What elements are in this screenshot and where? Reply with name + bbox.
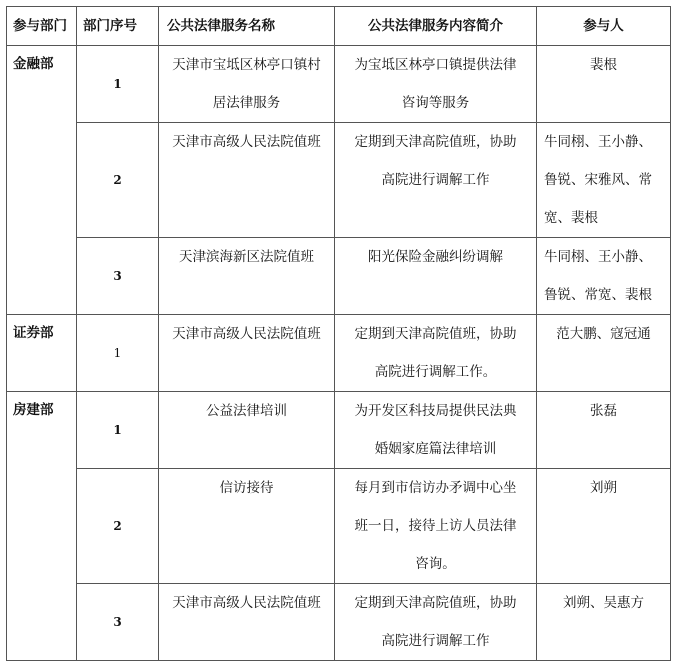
service-desc-cell-line: 高院进行调解工作: [381, 633, 490, 649]
participants-cell: [537, 123, 671, 238]
seq-cell: 2: [77, 469, 159, 584]
service-name-cell-line: 居法律服务: [212, 95, 281, 111]
participants-cell-line: 宽、裴根: [544, 210, 598, 226]
service-desc-cell-line: 班一日，接待上访人员法律: [354, 518, 517, 534]
service-desc-cell-line: 定期到天津高院值班，协助: [354, 326, 517, 342]
header-participants: 参与人: [537, 7, 671, 46]
participants-cell: [537, 238, 671, 315]
service-name-cell: [159, 469, 335, 584]
service-desc-cell: [335, 123, 537, 238]
participants-cell-line: 刘朔: [590, 480, 617, 496]
participants-cell-line: 牛同栩、王小静、: [544, 134, 652, 150]
legal-services-table: [6, 6, 671, 661]
table-body: [7, 46, 671, 661]
table-row: [7, 315, 671, 392]
service-name-cell: [159, 123, 335, 238]
service-name-cell: [159, 392, 335, 469]
participants-cell: [537, 392, 671, 469]
service-name-cell-line: 天津市宝坻区林亭口镇村: [172, 57, 321, 73]
service-desc-cell-line: 婚姻家庭篇法律培训: [374, 441, 497, 457]
header-dept: 参与部门: [7, 7, 77, 46]
service-desc-cell-line: 为宝坻区林亭口镇提供法律: [354, 57, 517, 73]
table-row: [7, 584, 671, 661]
service-desc-cell: [335, 315, 537, 392]
service-desc-cell: [335, 392, 537, 469]
service-desc-cell: [335, 238, 537, 315]
department-cell: 房建部: [7, 392, 77, 661]
service-desc-cell-line: 定期到天津高院值班，协助: [354, 134, 517, 150]
participants-cell-line: 刘朔、吴惠方: [563, 595, 644, 611]
participants-cell-line: 鲁锐、常宽、裴根: [544, 287, 652, 303]
table-row: [7, 469, 671, 584]
table-row: [7, 123, 671, 238]
service-desc-cell: [335, 469, 537, 584]
participants-cell-line: 张磊: [590, 403, 617, 419]
seq-cell: 1: [77, 392, 159, 469]
table-row: [7, 238, 671, 315]
header-service-desc: 公共法律服务内容简介: [335, 7, 537, 46]
service-name-cell-line: 天津滨海新区法院值班: [179, 249, 314, 265]
department-cell: 金融部: [7, 46, 77, 315]
service-desc-cell-line: 为开发区科技局提供民法典: [354, 403, 517, 419]
service-desc-cell-line: 定期到天津高院值班，协助: [354, 595, 517, 611]
participants-cell: [537, 584, 671, 661]
service-desc-cell-line: 阳光保险金融纠纷调解: [368, 249, 503, 265]
service-desc-cell: [335, 46, 537, 123]
service-name-cell-line: 公益法律培训: [206, 403, 287, 419]
table-row: [7, 46, 671, 123]
department-cell: 证券部: [7, 315, 77, 392]
service-name-cell-line: 天津市高级人民法院值班: [172, 326, 321, 342]
header-seq: 部门序号: [77, 7, 159, 46]
service-name-cell-line: 信访接待: [219, 480, 274, 496]
header-row: [7, 7, 671, 46]
participants-cell-line: 范大鹏、寇冠通: [556, 326, 651, 342]
service-desc-cell-line: 咨询。: [415, 556, 456, 572]
seq-cell: 1: [77, 46, 159, 123]
service-name-cell-line: 天津市高级人民法院值班: [172, 134, 321, 150]
header-service-name: 公共法律服务名称: [159, 7, 335, 46]
seq-cell: 3: [77, 238, 159, 315]
service-name-cell: [159, 315, 335, 392]
participants-cell: [537, 469, 671, 584]
service-desc-cell-line: 每月到市信访办矛调中心坐: [354, 480, 517, 496]
service-name-cell: [159, 238, 335, 315]
seq-cell: 1: [77, 315, 159, 392]
service-desc-cell: [335, 584, 537, 661]
table-row: [7, 392, 671, 469]
participants-cell: [537, 46, 671, 123]
participants-cell-line: 牛同栩、王小静、: [544, 249, 652, 265]
service-desc-cell-line: 高院进行调解工作。: [374, 364, 497, 380]
participants-cell-line: 鲁锐、宋雅风、常: [544, 172, 652, 188]
service-desc-cell-line: 高院进行调解工作: [381, 172, 490, 188]
participants-cell-line: 裴根: [590, 57, 617, 73]
seq-cell: 2: [77, 123, 159, 238]
participants-cell: [537, 315, 671, 392]
service-name-cell: [159, 584, 335, 661]
service-name-cell: [159, 46, 335, 123]
seq-cell: 3: [77, 584, 159, 661]
service-desc-cell-line: 咨询等服务: [401, 95, 470, 111]
service-name-cell-line: 天津市高级人民法院值班: [172, 595, 321, 611]
